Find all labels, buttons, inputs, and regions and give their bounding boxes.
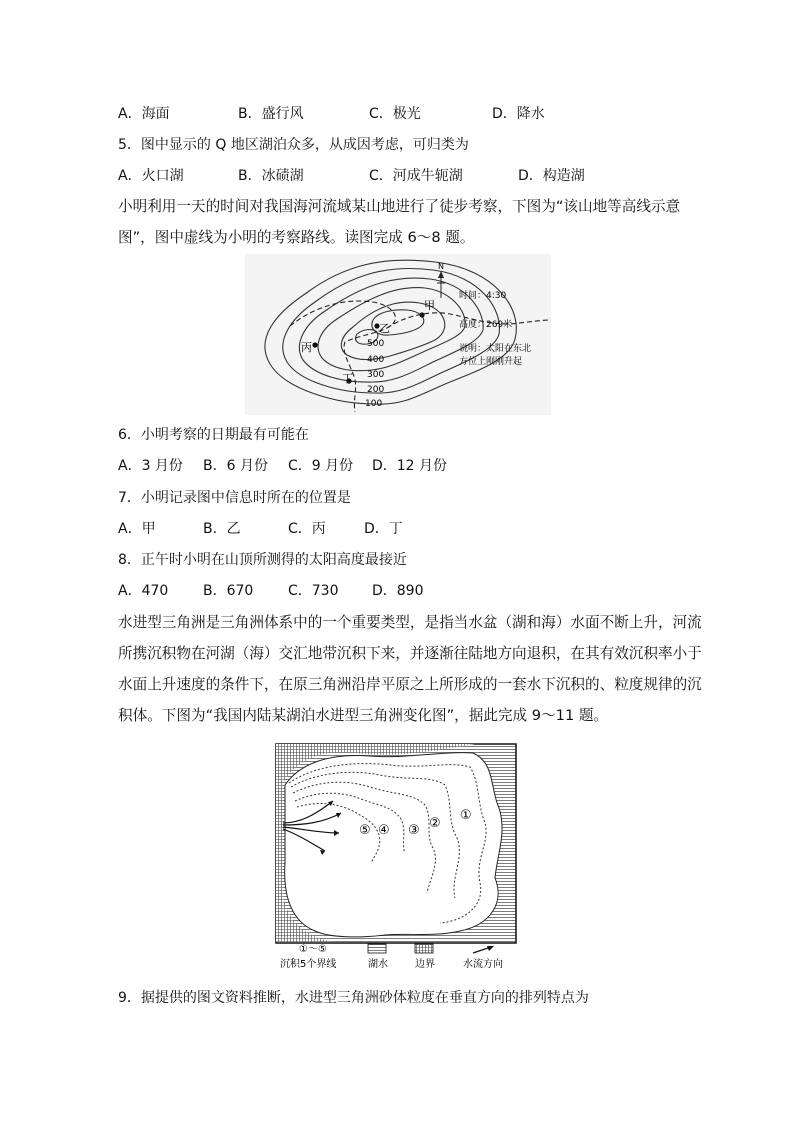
north-label: N xyxy=(438,262,444,271)
contour-map-figure xyxy=(245,254,551,415)
contour-label-100: 100 xyxy=(365,399,383,409)
q5-option-a: A．火口湖 xyxy=(118,168,184,184)
q4-option-b: B．盛行风 xyxy=(238,106,304,122)
contour-label-500: 500 xyxy=(367,339,385,349)
point-jia xyxy=(419,312,424,317)
q7-option-b: B．乙 xyxy=(203,521,241,537)
delta-map-figure xyxy=(275,743,519,975)
boundary-label-5: ⑤ xyxy=(359,823,371,838)
delta-outline xyxy=(285,753,502,937)
intro1-line-2: 图”，图中虚线为小明的考察路线。读图完成 6～8 题。 xyxy=(118,229,475,246)
intro1-line-1: 小明利用一天的时间对我国海河流域某山地进行了徒步考察，下图为“该山地等高线示意 xyxy=(118,198,681,215)
q6-option-d: D．12 月份 xyxy=(372,458,448,474)
q9-stem: 9．据提供的图文资料推断，水进型三角洲砂体粒度在垂直方向的排列特点为 xyxy=(118,990,589,1006)
q4-option-d: D．降水 xyxy=(492,106,545,122)
q8-option-c: C．730 xyxy=(288,583,339,599)
label-bing: 丙 xyxy=(301,341,312,354)
q5-stem: 5．图中显示的 Q 地区湖泊众多，从成因考虑，可归类为 xyxy=(118,137,469,153)
q4-option-c: C．极光 xyxy=(369,106,421,122)
q8-option-a: A．470 xyxy=(118,583,169,599)
info-note-2: 方位上刚刚升起 xyxy=(459,357,523,367)
q8-option-d: D．890 xyxy=(372,583,424,599)
q5-option-b: B．冰碛湖 xyxy=(238,168,304,184)
boundary-label-1: ① xyxy=(460,808,472,823)
intro2-line-1: 水进型三角洲是三角洲体系中的一个重要类型，是指当水盆（湖和海）水面不断上升，河流 xyxy=(118,614,702,631)
intro2-line-2: 所携沉积物在河湖（海）交汇地带沉积下来，并逐渐往陆地方向退积，在其有效沉积率小于 xyxy=(118,645,702,662)
contour-label-300: 300 xyxy=(367,370,385,380)
q7-option-c: C．丙 xyxy=(288,521,326,537)
q6-option-b: B．6 月份 xyxy=(203,458,268,474)
boundary-label-2: ② xyxy=(429,816,441,831)
intro2-line-4: 积体。下图为“我国内陆某湖泊水进型三角洲变化图”，据此完成 9～11 题。 xyxy=(118,707,609,724)
q5-option-c: C．河成牛轭湖 xyxy=(369,168,463,184)
info-height: 高度：269米 xyxy=(459,320,513,330)
legend-boundaries: 沉积5个界线 xyxy=(280,959,337,970)
q8-option-b: B．670 xyxy=(203,583,254,599)
q4-option-a: A．海面 xyxy=(118,106,170,122)
contour-label-400: 400 xyxy=(367,355,385,365)
q7-option-d: D．丁 xyxy=(364,521,403,537)
q7-stem: 7．小明记录图中信息时所在的位置是 xyxy=(118,490,351,506)
q7-option-a: A．甲 xyxy=(118,521,156,537)
q6-option-c: C．9 月份 xyxy=(288,458,354,474)
info-note-1: 说明：太阳在东北 xyxy=(459,344,532,354)
label-jia: 甲 xyxy=(424,299,435,312)
q6-stem: 6．小明考察的日期最有可能在 xyxy=(118,427,309,443)
boundary-label-4: ④ xyxy=(378,823,390,838)
boundary-label-3: ③ xyxy=(408,823,420,838)
intro2-line-3: 水面上升速度的条件下，在原三角洲沿岸平原之上所形成的一套水下沉积的、粒度规律的沉 xyxy=(118,676,702,693)
label-ding: 丁 xyxy=(342,372,353,385)
legend-border: 边界 xyxy=(415,959,435,970)
info-time: 时间：4:30 xyxy=(459,291,507,301)
q8-stem: 8．正午时小明在山顶所测得的太阳高度最接近 xyxy=(118,552,407,568)
legend-lake: 湖水 xyxy=(368,959,388,970)
legend-range: ①～⑤ xyxy=(299,944,327,955)
legend-lake-swatch xyxy=(368,944,386,953)
contour-label-200: 200 xyxy=(367,385,385,395)
legend-flow: 水流方向 xyxy=(463,959,503,970)
q5-option-d: D．构造湖 xyxy=(518,168,585,184)
label-yi: 乙 xyxy=(379,322,390,335)
point-bing xyxy=(312,342,317,347)
legend-border-swatch xyxy=(415,944,433,953)
q6-option-a: A．3 月份 xyxy=(118,458,183,474)
